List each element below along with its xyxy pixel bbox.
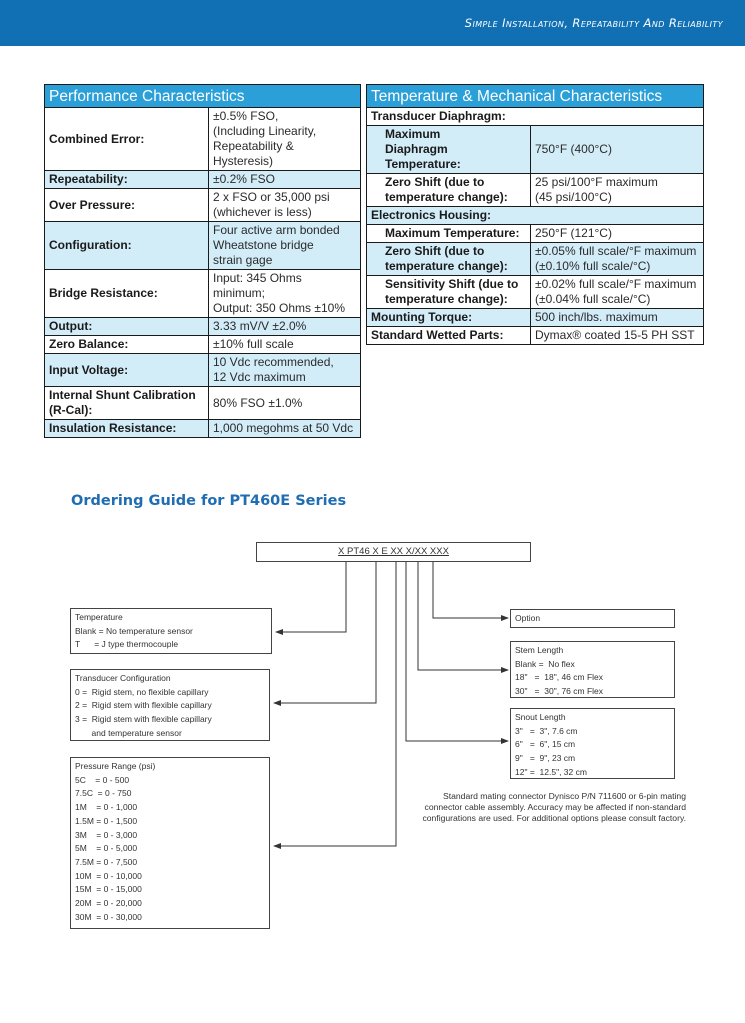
performance-table xyxy=(44,84,361,438)
option-connector xyxy=(433,562,508,618)
temperature-table xyxy=(366,84,704,345)
connector-note: Standard mating connector Dynisco P/N 711600 or 6-pin mating connector cable assembly. Accuracy may be affected if non-standard configurations are used. For additional options please consult factory. xyxy=(422,791,686,823)
ordering-guide-title: Ordering Guide for PT460E Series xyxy=(71,493,347,509)
table-row: Zero Shift (due to temperature change): 25 psi/100°F maximum (45 psi/100°C) xyxy=(367,174,704,207)
box-title: Snout Length xyxy=(515,712,566,722)
pressure-connector xyxy=(274,562,396,846)
box-title: Option xyxy=(515,613,541,623)
performance-title: Performance Characteristics xyxy=(45,85,361,108)
box-title: Pressure Range (psi) xyxy=(75,761,156,771)
box-title: Transducer Configuration xyxy=(75,673,171,683)
table-row: Repeatability: ±0.2% FSO xyxy=(45,171,361,189)
snout-length-box: Snout Length 3" = 3", 7.6 cm 6" = 6", 15 cm 9" = 9", 23 cm 12" = 12.5", 32 cm xyxy=(510,708,675,779)
temperature-title: Temperature & Mechanical Characteristics xyxy=(367,85,704,108)
table-row: Sensitivity Shift (due to temperature change): ±0.02% full scale/°F maximum (±0.04% full scale/°C) xyxy=(367,276,704,309)
stem-length-box: Stem Length Blank = No flex 18" = 18", 46 cm Flex 30" = 30", 76 cm Flex xyxy=(510,641,675,698)
table-row: Standard Wetted Parts: Dymax® coated 15-5 PH SST xyxy=(367,327,704,345)
table-row: Over Pressure: 2 x FSO or 35,000 psi (whichever is less) xyxy=(45,189,361,222)
section-row: Transducer Diaphragm: xyxy=(367,108,704,126)
model-code: X PT46 X E XX X/XX XXX xyxy=(338,546,449,557)
snout-connector xyxy=(406,562,508,741)
table-row: Combined Error: ±0.5% FSO, (Including Linearity, Repeatability & Hysteresis) xyxy=(45,108,361,171)
table-row: Maximum Temperature: 250°F (121°C) xyxy=(367,225,704,243)
table-row: Output: 3.33 mV/V ±2.0% xyxy=(45,318,361,336)
table-row: Insulation Resistance: 1,000 megohms at 50 Vdc xyxy=(45,420,361,438)
table-row: Configuration: Four active arm bonded Wheatstone bridge strain gage xyxy=(45,222,361,270)
table-row: Zero Balance: ±10% full scale xyxy=(45,336,361,354)
box-title: Stem Length xyxy=(515,645,564,655)
table-row: Bridge Resistance: Input: 345 Ohms minimum; Output: 350 Ohms ±10% xyxy=(45,270,361,318)
table-row: Maximum Diaphragm Temperature: 750°F (400°C) xyxy=(367,126,704,174)
option-box xyxy=(510,609,675,628)
section-row: Electronics Housing: xyxy=(367,207,704,225)
stem-connector xyxy=(418,562,508,670)
table-row: Mounting Torque: 500 inch/lbs. maximum xyxy=(367,309,704,327)
temperature-option-box: Temperature Blank = No temperature sensor T = J type thermocouple xyxy=(70,608,272,654)
table-row: Input Voltage: 10 Vdc recommended, 12 Vdc maximum xyxy=(45,354,361,387)
table-row: Zero Shift (due to temperature change): ±0.05% full scale/°F maximum (±0.10% full scale/°C) xyxy=(367,243,704,276)
transducer-connector xyxy=(274,562,376,703)
box-title: Temperature xyxy=(75,612,123,622)
banner-tagline: Simple Installation, Repeatability And Reliability xyxy=(464,16,723,30)
table-row: Internal Shunt Calibration (R-Cal): 80% FSO ±1.0% xyxy=(45,387,361,420)
header-banner xyxy=(0,0,745,46)
model-code-box xyxy=(256,542,531,562)
pressure-range-box: Pressure Range (psi) 5C = 0 - 500 7.5C = 0 - 750 1M = 0 - 1,000 1.5M = 0 - 1,500 3M = 0 - 3,000 5M = 0 - 5,000 7.5M = 0 - 7,500 10M = 0 - 10,000 15M = 0 - 15,000 20M = 0 - 20,000 30M = 0 - 30,000 xyxy=(70,757,270,929)
transducer-configuration-box: Transducer Configuration 0 = Rigid stem, no flexible capillary 2 = Rigid stem with flexible capillary 3 = Rigid stem with flexible capillary and temperature sensor xyxy=(70,669,270,741)
temperature-connector xyxy=(276,562,346,632)
